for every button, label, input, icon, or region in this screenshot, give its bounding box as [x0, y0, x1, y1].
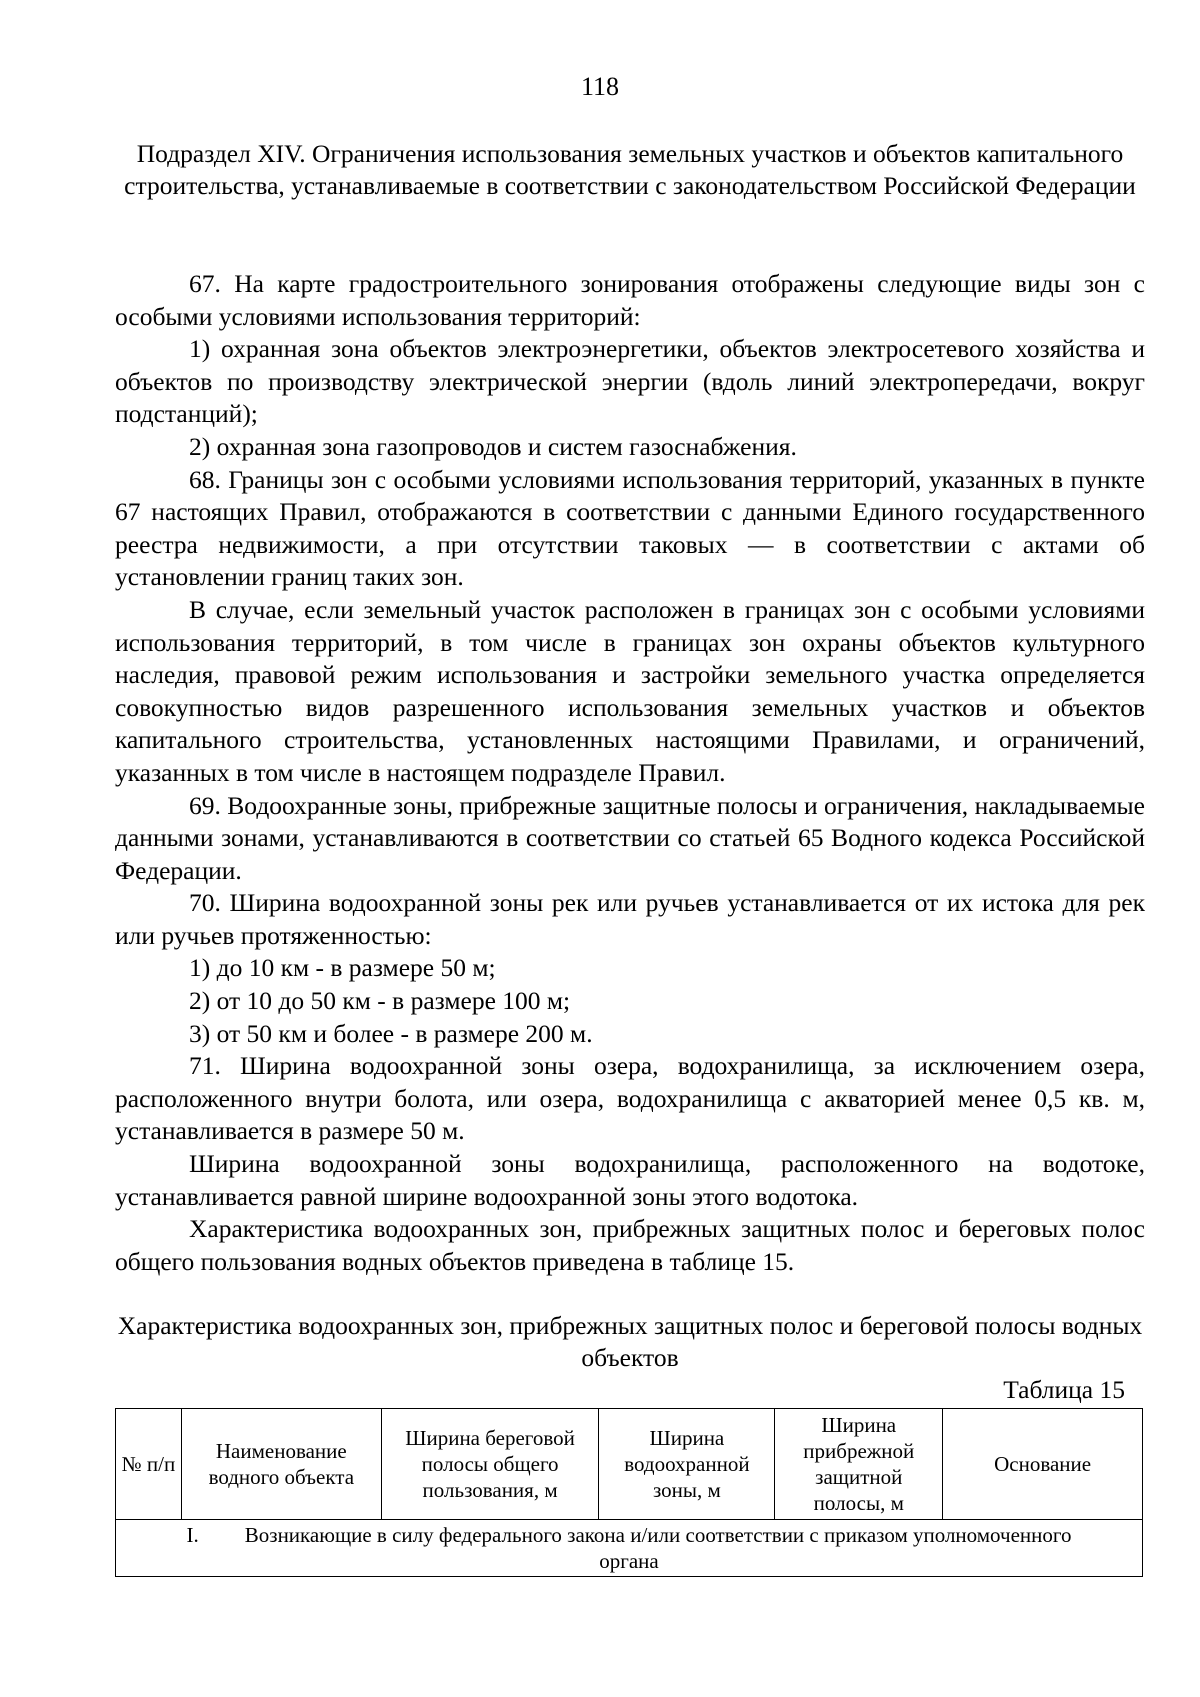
section-heading: Подраздел XIV. Ограничения использования земельных участков и объектов капитального строительства, устанавливаемые в соответствии с законодательством Российской Федерации [124, 139, 1136, 200]
column-header-name: Наименование водного объекта [181, 1409, 381, 1520]
column-header-number: № п/п [116, 1409, 182, 1520]
paragraph: 2) охранная зона газопроводов и систем газоснабжения. [189, 431, 797, 461]
table-number: Таблица 15 [1003, 1375, 1125, 1404]
paragraph: В случае, если земельный участок расположен в границах зон с особыми условиями использования территорий, в том числе в границах зон охраны объектов культурного наследия, правовой режим использования и застройки земельного участка определяется совокупностью видов разрешенного использования земельных участков и объектов капитального строительства, установленных настоящими Правилами, и ограничений, указанных в том числе в настоящем подразделе Правил. [115, 594, 1145, 787]
column-header-water-zone: Ширина водоохранной зоны, м [599, 1409, 775, 1520]
column-header-basis: Основание [943, 1409, 1143, 1520]
table-caption: Характеристика водоохранных зон, прибрежных защитных полос и береговой полосы водных объектов [117, 1311, 1143, 1372]
paragraph: 1) охранная зона объектов электроэнергетики, объектов электросетевого хозяйства и объектов по производству электрической энергии (вдоль линий электропередачи, вокруг подстанций); [115, 334, 1145, 429]
group-cell [116, 1520, 1143, 1577]
paragraph: 2) от 10 до 50 км - в размере 100 м; [189, 986, 571, 1016]
paragraph: 1) до 10 км - в размере 50 м; [189, 953, 496, 983]
group-number: I. [186, 1523, 199, 1547]
column-header-shore-strip: Ширина береговой полосы общего пользования, м [381, 1409, 599, 1520]
paragraph: Характеристика водоохранных зон, прибрежных защитных полос и береговых полос общего пользования водных объектов приведена в таблице 15. [115, 1214, 1145, 1276]
table-header-row [116, 1409, 1143, 1520]
table-group-row [116, 1520, 1143, 1577]
paragraph: 3) от 50 км и более - в размере 200 м. [189, 1018, 593, 1048]
paragraph: 69. Водоохранные зоны, прибрежные защитные полосы и ограничения, накладываемые данными зонами, устанавливаются в соответствии со статьей 65 Водного кодекса Российской Федерации. [115, 790, 1145, 885]
paragraph: 67. На карте градостроительного зонирования отображены следующие виды зон с особыми условиями использования территорий: [115, 269, 1145, 331]
paragraph: Ширина водоохранной зоны водохранилища, расположенного на водотоке, устанавливается равной ширине водоохранной зоны этого водотока. [115, 1149, 1145, 1211]
paragraph: 68. Границы зон с особыми условиями использования территорий, указанных в пункте 67 настоящих Правил, отображаются в соответствии с данными Единого государственного реестра недвижимости, а при отсутствии таковых — в соответствии с актами об установлении границ таких зон. [115, 464, 1145, 592]
water-zones-table [115, 1408, 1143, 1577]
paragraph: 71. Ширина водоохранной зоны озера, водохранилища, за исключением озера, расположенного внутри болота, или озера, водохранилища с акваторией менее 0,5 кв. м, устанавливается в размере 50 м. [115, 1051, 1145, 1146]
paragraph: 70. Ширина водоохранной зоны рек или ручьев устанавливается от их истока для рек или ручьев протяженностью: [115, 888, 1145, 950]
column-header-protective-strip: Ширина прибрежной защитной полосы, м [775, 1409, 943, 1520]
page-number: 118 [580, 72, 620, 101]
body-text [115, 268, 1145, 1278]
group-text: Возникающие в силу федерального закона и/или соответствии с приказом уполномоченного органа [244, 1523, 1072, 1573]
